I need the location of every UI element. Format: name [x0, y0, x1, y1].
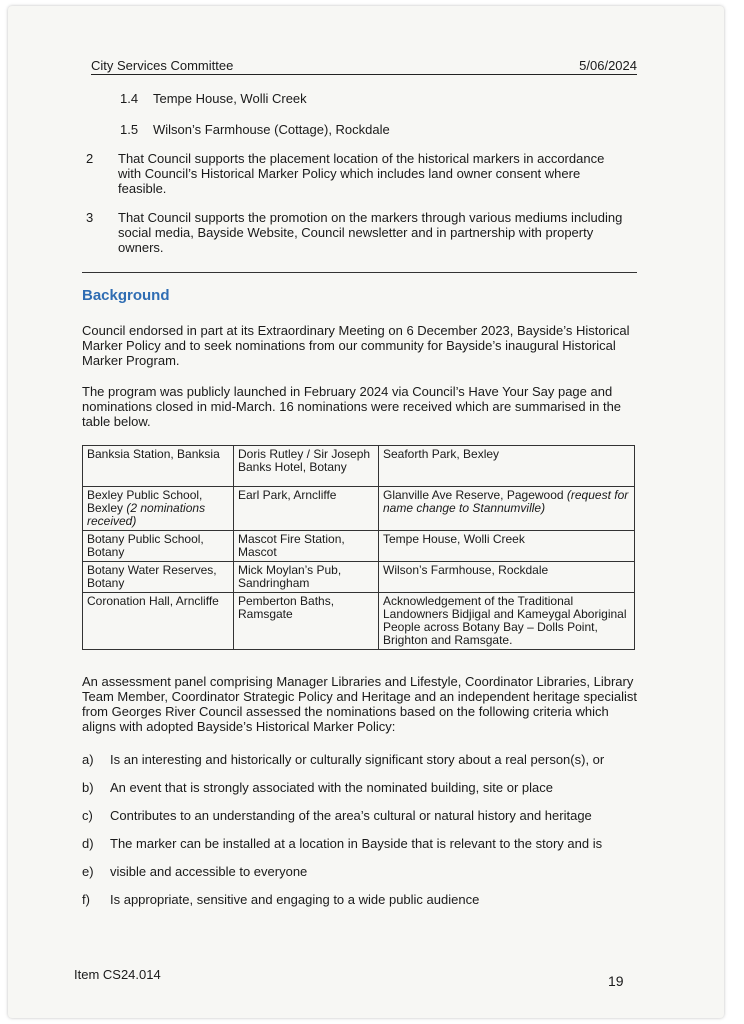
table-cell: Wilson’s Farmhouse, Rockdale	[379, 562, 635, 593]
criteria-letter: a)	[82, 752, 94, 767]
table-row	[83, 562, 635, 593]
item-reference: Item CS24.014	[74, 967, 161, 982]
table-row	[83, 593, 635, 650]
meeting-date: 5/06/2024	[579, 58, 637, 73]
table-cell: Glanville Ave Reserve, Pagewood (request for name change to Stannumville)	[379, 487, 635, 531]
criteria-text: Contributes to an understanding of the area’s cultural or natural history and heritage	[110, 808, 592, 823]
list-item-text: Tempe House, Wolli Creek	[153, 91, 307, 106]
paragraph: Council endorsed in part at its Extraordinary Meeting on 6 December 2023, Bayside’s Historical Marker Policy and to seek nominations from our community for Bayside’s inaugural Historical Marker Program.	[82, 323, 630, 368]
list-item	[120, 91, 307, 106]
criteria-text: Is an interesting and historically or culturally significant story about a real person(s), or	[110, 752, 605, 767]
page-number: 19	[608, 973, 624, 989]
table-cell: Mascot Fire Station, Mascot	[234, 531, 379, 562]
criteria-text: Is appropriate, sensitive and engaging to a wide public audience	[110, 892, 480, 907]
committee-name: City Services Committee	[91, 58, 234, 73]
table-cell: Banksia Station, Banksia	[83, 446, 234, 487]
recommendation-item	[86, 210, 626, 255]
list-item	[120, 122, 390, 137]
paragraph: An assessment panel comprising Manager Libraries and Lifestyle, Coordinator Libraries, Library Team Member, Coordinator Strategic Policy and Heritage and an independent heritage specialist from Georges River Council assessed the nominations based on the following criteria which aligns with adopted Bayside’s Historical Marker Policy:	[82, 674, 637, 734]
page-header	[91, 58, 637, 75]
table-cell: Seaforth Park, Bexley	[379, 446, 635, 487]
recommendation-number: 3	[86, 210, 94, 225]
table-row	[83, 531, 635, 562]
recommendation-text: That Council supports the promotion on the markers through various mediums including social media, Bayside Website, Council newsletter and in partnership with property owners.	[118, 210, 623, 255]
section-heading: Background	[82, 287, 170, 304]
table-cell: Earl Park, Arncliffe	[234, 487, 379, 531]
recommendation-item	[86, 151, 626, 196]
paragraph: The program was publicly launched in February 2024 via Council’s Have Your Say page and nominations closed in mid-March. 16 nominations were received which are summarised in the table below.	[82, 384, 622, 429]
nominations-table	[82, 445, 635, 650]
criteria-letter: e)	[82, 864, 94, 879]
table-row	[83, 487, 635, 531]
table-cell: Coronation Hall, Arncliffe	[83, 593, 234, 650]
table-cell: Botany Public School, Botany	[83, 531, 234, 562]
table-cell: Pemberton Baths, Ramsgate	[234, 593, 379, 650]
table-cell: Doris Rutley / Sir Joseph Banks Hotel, Botany	[234, 446, 379, 487]
section-divider	[82, 272, 637, 273]
table-cell: Acknowledgement of the Traditional Landowners Bidjigal and Kameygal Aboriginal People across Botany Bay – Dolls Point, Brighton and Ramsgate.	[379, 593, 635, 650]
criteria-letter: b)	[82, 780, 94, 795]
criteria-letter: f)	[82, 892, 90, 907]
table-row	[83, 446, 635, 487]
table-cell: Mick Moylan’s Pub, Sandringham	[234, 562, 379, 593]
table-cell: Botany Water Reserves, Botany	[83, 562, 234, 593]
recommendation-number: 2	[86, 151, 94, 166]
criteria-letter: d)	[82, 836, 94, 851]
list-item-number: 1.4	[120, 91, 139, 106]
table-cell: Tempe House, Wolli Creek	[379, 531, 635, 562]
recommendation-text: That Council supports the placement location of the historical markers in accordance with Council’s Historical Marker Policy which includes land owner consent where feasible.	[118, 151, 605, 196]
table-cell: Bexley Public School, Bexley (2 nominations received)	[83, 487, 234, 531]
criteria-text: The marker can be installed at a location in Bayside that is relevant to the story and is	[110, 836, 603, 851]
criteria-letter: c)	[82, 808, 93, 823]
criteria-text: An event that is strongly associated with the nominated building, site or place	[110, 780, 553, 795]
list-item-text: Wilson’s Farmhouse (Cottage), Rockdale	[153, 122, 390, 137]
criteria-text: visible and accessible to everyone	[110, 864, 308, 879]
list-item-number: 1.5	[120, 122, 139, 137]
